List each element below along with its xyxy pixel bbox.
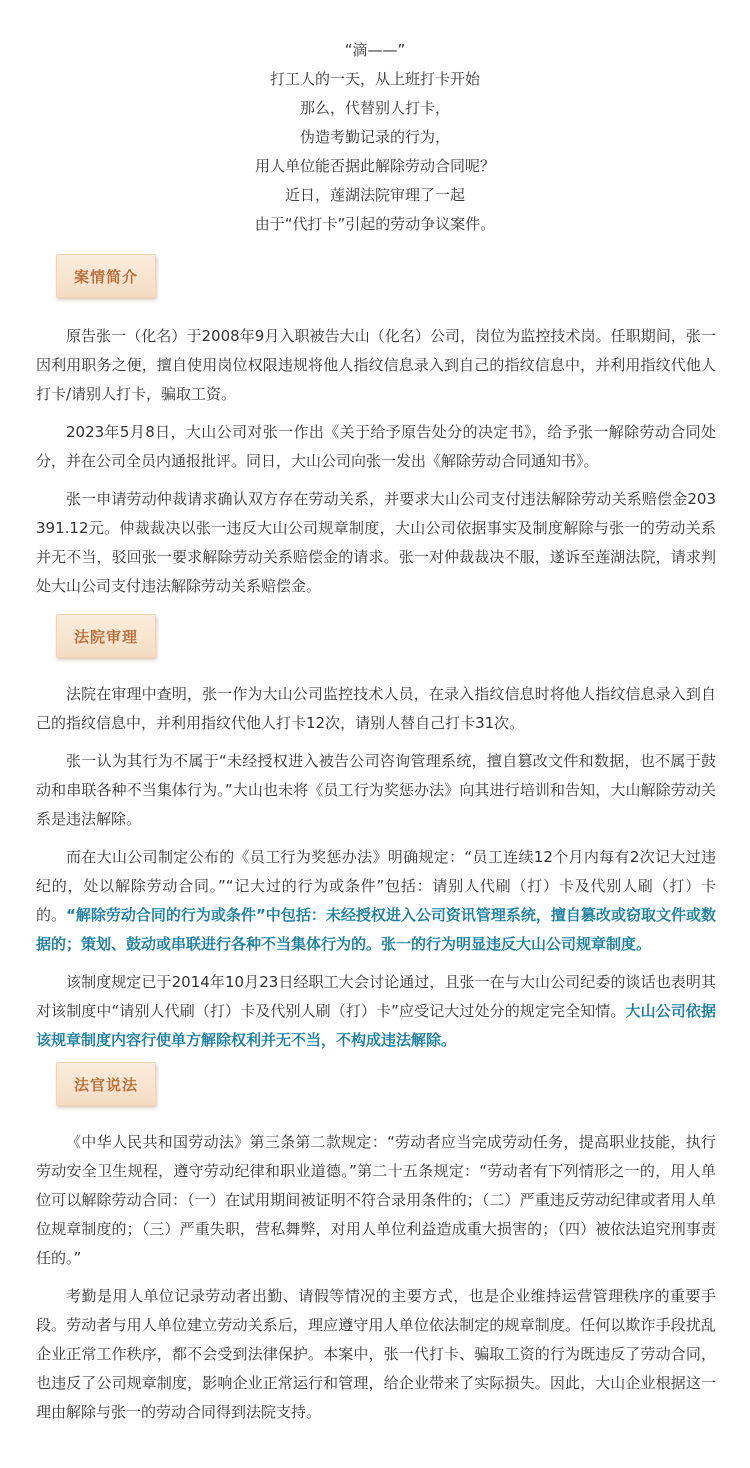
highlight-text: “解除劳动合同的行为或条件”中包括：未经授权进入公司资讯管理系统，擅自篡改或窃取文件或数据的；策划、鼓动或串联进行各种不当集体行为的。张一的行为明显违反大山公司规章制度。 [36,906,716,953]
trial-paragraph-4-text: 该制度规定已于2014年10月23日经职工大会讨论通过，且张一在与大山公司纪委的谈话也表明其对该制度中“请别人代刷（打）卡及代别人刷（打）卡”应受记大过处分的规定完全知情。 [36,973,716,1020]
trial-paragraph-3 [36,843,716,959]
judge-paragraph-2: 考勤是用人单位记录劳动者出勤、请假等情况的主要方式，也是企业维持运营管理秩序的重要手段。劳动者与用人单位建立劳动关系后，理应遵守用人单位依法制定的规章制度。任何以欺诈手段扰乱企业正常工作秩序，都不会受到法律保护。本案中，张一代打卡、骗取工资的行为既违反了劳动合同，也违反了公司规章制度，影响企业正常运行和管理，给企业带来了实际损失。因此，大山企业根据这一理由解除与张一的劳动合同得到法院支持。 [36,1287,716,1421]
case-paragraph-3: 张一申请劳动仲裁请求确认双方存在劳动关系，并要求大山公司支付违法解除劳动关系赔偿金203391.12元。仲裁裁决以张一违反大山公司规章制度，大山公司依据事实及制度解除与张一的劳动关系并无不当，驳回张一要求解除劳动关系赔偿金的请求。张一对仲裁裁决不服，遂诉至莲湖法院，请求判处大山公司支付违法解除劳动关系赔偿金。 [36,490,716,595]
case-paragraph-2: 2023年5月8日，大山公司对张一作出《关于给予原告处分的决定书》，给予张一解除劳动合同处分，并在公司全员内通报批评。同日，大山公司向张一发出《解除劳动合同通知书》。 [36,423,716,470]
case-section-body [36,322,716,610]
highlight-text: 大山公司依据该规章制度内容行使单方解除权利并无不当，不构成违法解除。 [36,1002,716,1049]
trial-section-body [36,680,716,1064]
trial-paragraph-3-text: 而在大山公司制定公布的《员工行为奖惩办法》明确规定：“员工连续12个月内每有2次记大过违纪的，处以解除劳动合同。”“记大过的行为或条件”包括：请别人代刷（打）卡及代别人刷（打）卡的。 [36,848,716,924]
trial-paragraph-2: 张一认为其行为不属于“未经授权进入被告公司咨询管理系统，擅自篡改文件和数据，也不属于鼓动和串联各种不当集体行为。”大山也未将《员工行为奖惩办法》向其进行培训和告知，大山解除劳动关系是违法解除。 [36,752,716,828]
section-title-text: 法官说法 [73,1075,138,1094]
judge-paragraph-1: 《中华人民共和国劳动法》第三条第二款规定：“劳动者应当完成劳动任务，提高职业技能，执行劳动安全卫生规程，遵守劳动纪律和职业道德。”第二十五条规定：“劳动者有下列情形之一的，用人单位可以解除劳动合同：（一）在试用期间被证明不符合录用条件的；（二）严重违反劳动纪律或者用人单位规章制度的；（三）严重失职，营私舞弊，对用人单位利益造成重大损害的；（四）被依法追究刑事责任的。” [36,1133,716,1267]
intro-line: 由于“代打卡”引起的劳动争议案件。 [254,215,496,233]
section-title-judge [56,1062,156,1106]
trial-paragraph-4 [36,968,716,1055]
section-title-trial [56,614,156,658]
intro-line: 打工人的一天，从上班打卡开始 [269,70,480,88]
intro-line: “滴——” [344,41,406,59]
judge-section-body [36,1128,716,1436]
intro-line: 那么，代替别人打卡， [299,99,450,117]
section-title-case [56,254,156,298]
intro-block [0,36,750,239]
intro-line: 伪造考勤记录的行为， [299,128,450,146]
section-title-text: 法院审理 [73,627,138,646]
intro-line: 近日，莲湖法院审理了一起 [284,186,465,204]
case-paragraph-1: 原告张一（化名）于2008年9月入职被告大山（化名）公司，岗位为监控技术岗。任职期间，张一因利用职务之便，擅自使用岗位权限违规将他人指纹信息录入到自己的指纹信息中，并利用指纹代他人打卡/请别人打卡，骗取工资。 [36,327,716,403]
trial-paragraph-1: 法院在审理中查明，张一作为大山公司监控技术人员，在录入指纹信息时将他人指纹信息录入到自己的指纹信息中，并利用指纹代他人打卡12次，请别人替自己打卡31次。 [36,685,716,732]
intro-line: 用人单位能否据此解除劳动合同呢？ [254,157,495,175]
section-title-text: 案情简介 [73,267,138,286]
